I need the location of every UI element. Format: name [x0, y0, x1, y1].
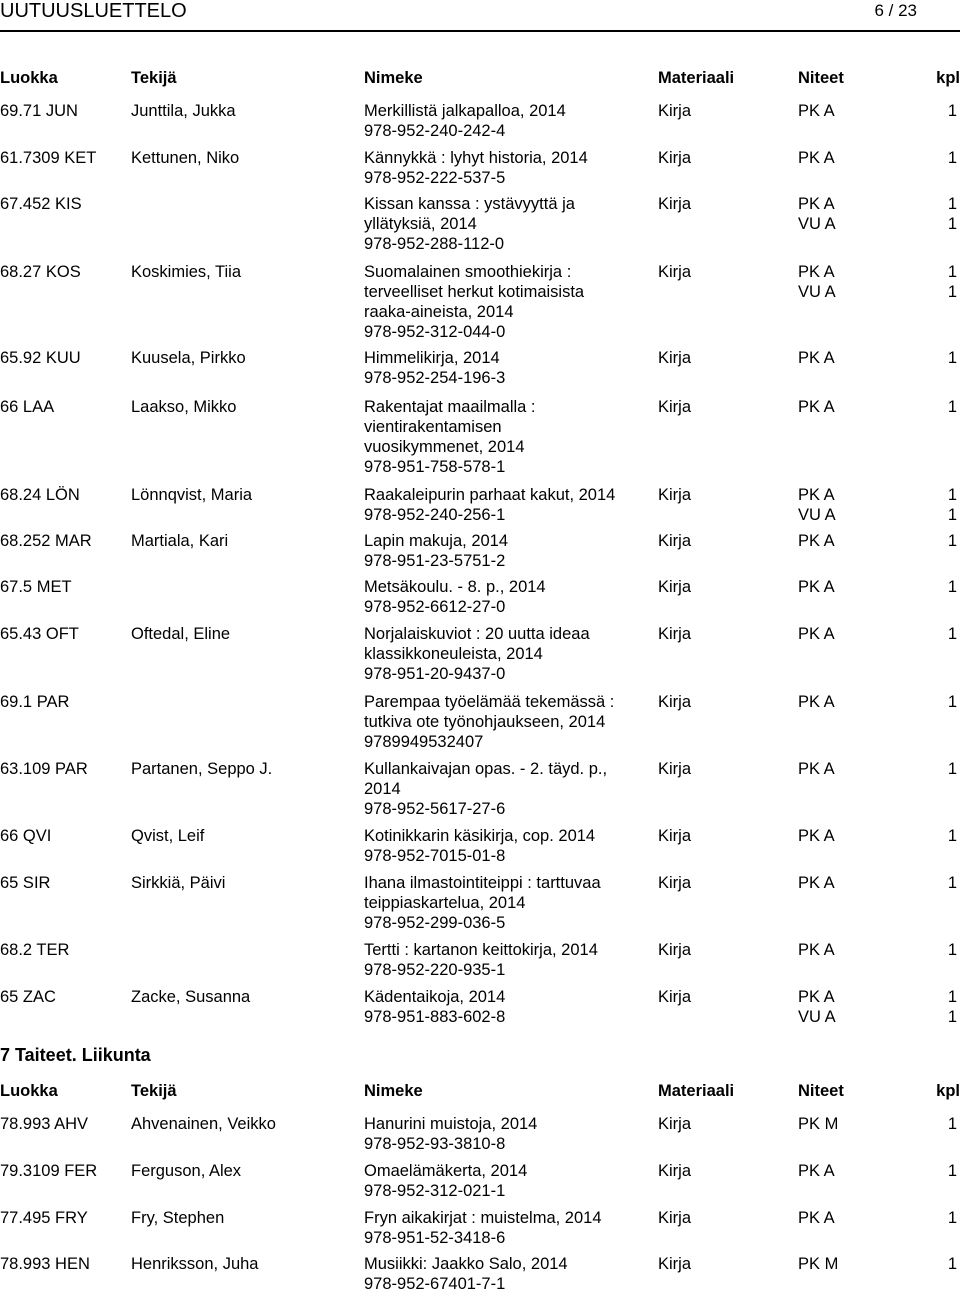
section-title: 7 Taiteet. Liikunta: [0, 1045, 151, 1065]
entry-location: PK A: [798, 398, 835, 416]
entry-location: PK A: [798, 102, 835, 120]
entry-location: VU A: [798, 283, 836, 301]
entry-count: 1: [947, 283, 957, 301]
entry-count: 1: [947, 1115, 957, 1133]
entry-author: Laakso, Mikko: [131, 398, 237, 416]
entry-title-line: 978-951-20-9437-0: [364, 665, 506, 683]
entry-location: PK A: [798, 874, 835, 892]
entry-title-line: 978-952-240-256-1: [364, 506, 506, 524]
entry-location: PK A: [798, 941, 835, 959]
entry-title-line: tutkiva ote työnohjaukseen, 2014: [364, 713, 606, 731]
entry-title-line: teippiaskartelua, 2014: [364, 894, 526, 912]
entry-count: 1: [947, 486, 957, 504]
entry-count: 1: [947, 506, 957, 524]
entry-title-line: Himmelikirja, 2014: [364, 349, 500, 367]
entry-title-line: 978-951-758-578-1: [364, 458, 506, 476]
entry-material: Kirja: [658, 195, 692, 213]
entry-count: 1: [947, 578, 957, 596]
entry-title-line: Metsäkoulu. - 8. p., 2014: [364, 578, 546, 596]
entry-class-code: 65 ZAC: [0, 988, 56, 1006]
entry-count: 1: [947, 874, 957, 892]
entry-title-line: Ihana ilmastointiteippi : tarttuvaa: [364, 874, 601, 892]
entry-class-code: 79.3109 FER: [0, 1162, 98, 1180]
entry-count: 1: [947, 988, 957, 1006]
entry-author: Kuusela, Pirkko: [131, 349, 246, 367]
entry-material: Kirja: [658, 263, 692, 281]
entry-location: PK A: [798, 1209, 835, 1227]
entry-title-line: Suomalainen smoothiekirja :: [364, 263, 572, 281]
entry-count: 1: [947, 215, 957, 233]
header-rule: [0, 30, 960, 32]
entry-class-code: 67.452 KIS: [0, 195, 82, 213]
entry-title-line: Fryn aikakirjat : muistelma, 2014: [364, 1209, 602, 1227]
entry-title-line: 978-952-312-021-1: [364, 1182, 506, 1200]
entry-author: Kettunen, Niko: [131, 149, 240, 167]
entry-location: PK M: [798, 1255, 839, 1273]
entry-material: Kirja: [658, 827, 692, 845]
column-header-luokka: Luokka: [0, 69, 58, 87]
column-header-materiaali: Materiaali: [658, 1082, 735, 1100]
entry-title-line: 978-952-7015-01-8: [364, 847, 506, 865]
entry-title-line: 978-951-23-5751-2: [364, 552, 506, 570]
page-number: 6 / 23: [874, 1, 917, 20]
entry-location: PK A: [798, 693, 835, 711]
entry-author: Junttila, Jukka: [131, 102, 236, 120]
entry-material: Kirja: [658, 988, 692, 1006]
entry-count: 1: [947, 195, 957, 213]
entry-title-line: Kullankaivajan opas. - 2. täyd. p.,: [364, 760, 608, 778]
entry-material: Kirja: [658, 1255, 692, 1273]
entry-title-line: Kännykkä : lyhyt historia, 2014: [364, 149, 588, 167]
entry-class-code: 77.495 FRY: [0, 1209, 88, 1227]
entry-location: PK A: [798, 760, 835, 778]
entry-title-line: yllätyksiä, 2014: [364, 215, 477, 233]
entry-count: 1: [947, 1255, 957, 1273]
entry-material: Kirja: [658, 760, 692, 778]
entry-location: PK A: [798, 486, 835, 504]
column-header-tekija: Tekijä: [131, 1082, 177, 1100]
entry-material: Kirja: [658, 102, 692, 120]
entry-title-line: 978-952-6612-27-0: [364, 598, 506, 616]
entry-author: Fry, Stephen: [131, 1209, 225, 1227]
entry-material: Kirja: [658, 1115, 692, 1133]
entry-author: Ahvenainen, Veikko: [131, 1115, 276, 1133]
entry-title-line: Parempaa työelämää tekemässä :: [364, 693, 615, 711]
column-header-materiaali: Materiaali: [658, 69, 735, 87]
entry-count: 1: [947, 398, 957, 416]
entry-title-line: 978-952-222-537-5: [364, 169, 506, 187]
entry-material: Kirja: [658, 532, 692, 550]
entry-material: Kirja: [658, 349, 692, 367]
entry-title-line: 978-952-220-935-1: [364, 961, 506, 979]
entry-title-line: Tertti : kartanon keittokirja, 2014: [364, 941, 598, 959]
entry-class-code: 69.1 PAR: [0, 693, 70, 711]
entry-title-line: 2014: [364, 780, 401, 798]
entry-location: VU A: [798, 506, 836, 524]
entry-count: 1: [947, 1162, 957, 1180]
entry-author: Partanen, Seppo J.: [131, 760, 273, 778]
entry-class-code: 65.43 OFT: [0, 625, 79, 643]
entry-class-code: 67.5 MET: [0, 578, 72, 596]
entry-class-code: 63.109 PAR: [0, 760, 88, 778]
entry-location: PK A: [798, 1162, 835, 1180]
entry-count: 1: [947, 1209, 957, 1227]
entry-material: Kirja: [658, 1209, 692, 1227]
entry-author: Lönnqvist, Maria: [131, 486, 253, 504]
column-header-kpl: kpl: [936, 1082, 960, 1100]
entry-class-code: 68.24 LÖN: [0, 486, 80, 504]
entry-material: Kirja: [658, 486, 692, 504]
entry-title-line: Merkillistä jalkapalloa, 2014: [364, 102, 566, 120]
column-header-nimeke: Nimeke: [364, 69, 423, 87]
entry-title-line: vuosikymmenet, 2014: [364, 438, 525, 456]
entry-title-line: 978-952-254-196-3: [364, 369, 506, 387]
entry-title-line: 978-952-5617-27-6: [364, 800, 506, 818]
entry-class-code: 68.2 TER: [0, 941, 70, 959]
entry-title-line: klassikkoneuleista, 2014: [364, 645, 543, 663]
entry-title-line: vientirakentamisen: [364, 418, 502, 436]
entry-title-line: Hanurini muistoja, 2014: [364, 1115, 538, 1133]
entry-author: Henriksson, Juha: [131, 1255, 259, 1273]
entry-location: PK A: [798, 349, 835, 367]
entry-count: 1: [947, 827, 957, 845]
column-header-kpl: kpl: [936, 69, 960, 87]
entry-class-code: 65.92 KUU: [0, 349, 81, 367]
entry-location: VU A: [798, 1008, 836, 1026]
entry-material: Kirja: [658, 578, 692, 596]
entry-title-line: Kissan kanssa : ystävyyttä ja: [364, 195, 575, 213]
entry-title-line: raaka-aineista, 2014: [364, 303, 514, 321]
column-header-nimeke: Nimeke: [364, 1082, 423, 1100]
page-title: UUTUUSLUETTELO: [0, 0, 187, 22]
entry-location: PK A: [798, 578, 835, 596]
entry-count: 1: [947, 625, 957, 643]
entry-location: PK A: [798, 827, 835, 845]
entry-location: PK A: [798, 532, 835, 550]
entry-location: PK A: [798, 625, 835, 643]
entry-class-code: 68.252 MAR: [0, 532, 92, 550]
entry-title-line: 978-952-312-044-0: [364, 323, 506, 341]
entry-class-code: 61.7309 KET: [0, 149, 97, 167]
entry-class-code: 68.27 KOS: [0, 263, 81, 281]
entry-material: Kirja: [658, 398, 692, 416]
entry-class-code: 69.71 JUN: [0, 102, 78, 120]
entry-author: Oftedal, Eline: [131, 625, 231, 643]
column-header-row: [0, 68, 960, 88]
entry-author: Martiala, Kari: [131, 532, 229, 550]
entry-class-code: 78.993 HEN: [0, 1255, 90, 1273]
entry-title-line: Musiikki: Jaakko Salo, 2014: [364, 1255, 568, 1273]
entry-location: VU A: [798, 215, 836, 233]
entry-location: PK A: [798, 988, 835, 1006]
entry-title-line: Kädentaikoja, 2014: [364, 988, 506, 1006]
entry-author: Qvist, Leif: [131, 827, 205, 845]
entry-class-code: 66 LAA: [0, 398, 55, 416]
entry-count: 1: [947, 941, 957, 959]
entry-title-line: terveelliset herkut kotimaisista: [364, 283, 585, 301]
column-header-row-2: [0, 1081, 960, 1101]
entry-author: Koskimies, Tiia: [131, 263, 242, 281]
entry-title-line: Omaelämäkerta, 2014: [364, 1162, 528, 1180]
entry-author: Sirkkiä, Päivi: [131, 874, 226, 892]
entry-title-line: 9789949532407: [364, 733, 484, 751]
entry-count: 1: [947, 149, 957, 167]
entry-class-code: 65 SIR: [0, 874, 51, 892]
entry-title-line: 978-951-883-602-8: [364, 1008, 506, 1026]
entry-material: Kirja: [658, 693, 692, 711]
column-header-niteet: Niteet: [798, 69, 844, 87]
entry-title-line: Kotinikkarin käsikirja, cop. 2014: [364, 827, 596, 845]
entry-title-line: 978-951-52-3418-6: [364, 1229, 506, 1247]
entry-count: 1: [947, 532, 957, 550]
entry-count: 1: [947, 1008, 957, 1026]
entry-class-code: 78.993 AHV: [0, 1115, 89, 1133]
entry-material: Kirja: [658, 874, 692, 892]
entry-title-line: Norjalaiskuviot : 20 uutta ideaa: [364, 625, 590, 643]
entry-title-line: 978-952-288-112-0: [364, 235, 505, 253]
entry-location: PK M: [798, 1115, 839, 1133]
column-header-tekija: Tekijä: [131, 69, 177, 87]
entry-author: Zacke, Susanna: [131, 988, 251, 1006]
entry-title-line: 978-952-299-036-5: [364, 914, 506, 932]
entry-material: Kirja: [658, 149, 692, 167]
entry-location: PK A: [798, 195, 835, 213]
entry-title-line: 978-952-240-242-4: [364, 122, 506, 140]
column-header-niteet: Niteet: [798, 1082, 844, 1100]
entry-material: Kirja: [658, 625, 692, 643]
entry-material: Kirja: [658, 941, 692, 959]
entry-count: 1: [947, 263, 957, 281]
entry-count: 1: [947, 760, 957, 778]
entry-count: 1: [947, 693, 957, 711]
entry-title-line: 978-952-93-3810-8: [364, 1135, 506, 1153]
entry-author: Ferguson, Alex: [131, 1162, 242, 1180]
entry-location: PK A: [798, 149, 835, 167]
entry-title-line: Raakaleipurin parhaat kakut, 2014: [364, 486, 616, 504]
entry-title-line: Lapin makuja, 2014: [364, 532, 509, 550]
entry-material: Kirja: [658, 1162, 692, 1180]
entry-title-line: 978-952-67401-7-1: [364, 1275, 506, 1293]
entry-title-line: Rakentajat maailmalla :: [364, 398, 536, 416]
entry-class-code: 66 QVI: [0, 827, 52, 845]
entry-count: 1: [947, 102, 957, 120]
column-header-luokka: Luokka: [0, 1082, 58, 1100]
entry-count: 1: [947, 349, 957, 367]
entry-location: PK A: [798, 263, 835, 281]
